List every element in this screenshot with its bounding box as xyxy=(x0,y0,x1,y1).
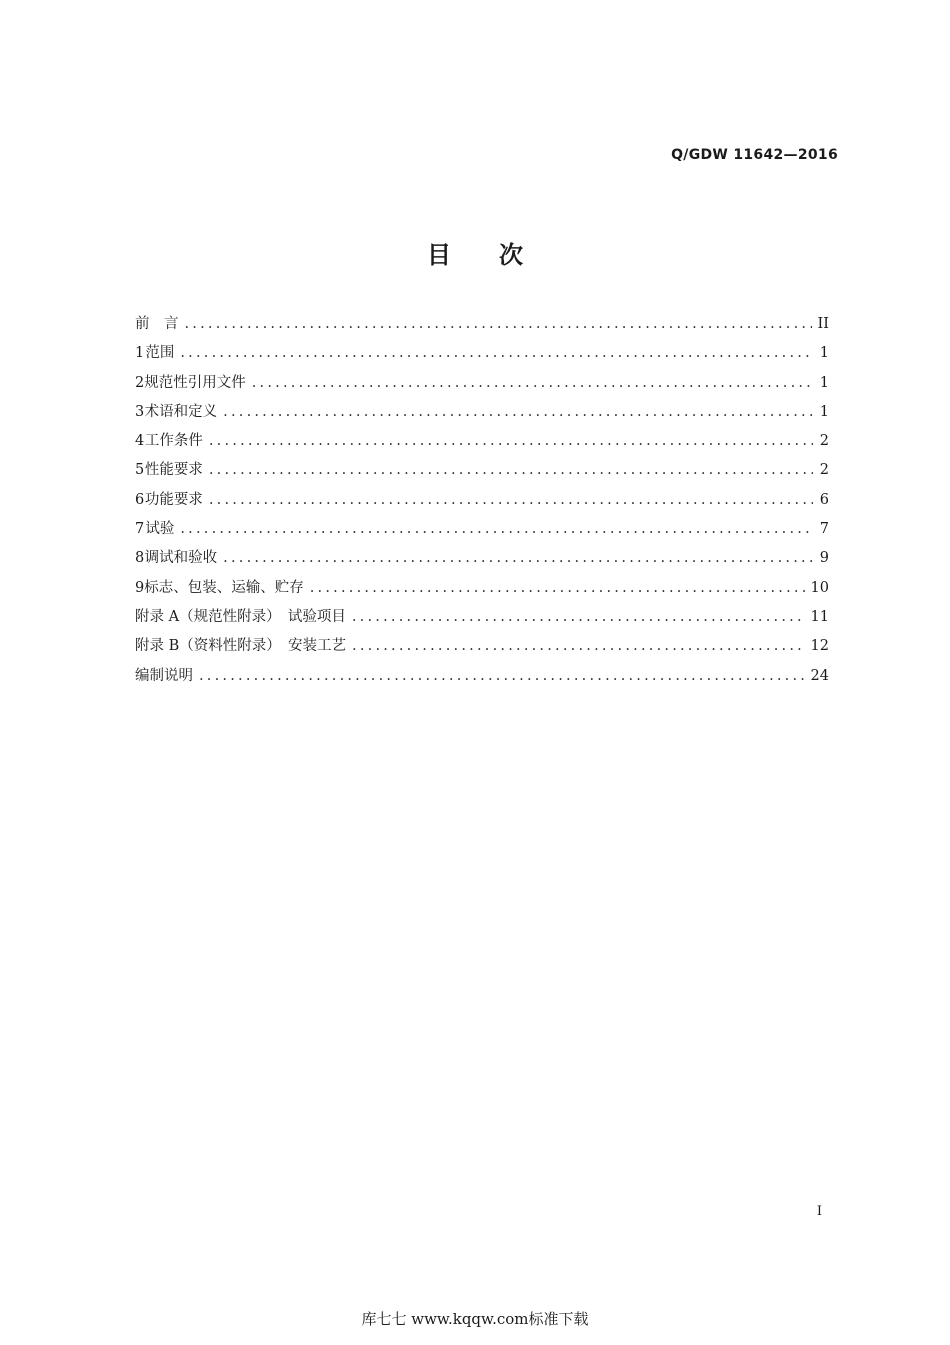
toc-entry-page: 11 xyxy=(810,608,829,625)
toc-entry-label: 试验 xyxy=(145,521,175,538)
toc-entry-number: 1 xyxy=(135,345,145,362)
toc-entry-number: 2 xyxy=(135,374,145,391)
toc-entry-page: 24 xyxy=(810,667,829,684)
toc-leader-dots xyxy=(310,580,805,596)
toc-entry-5[interactable] xyxy=(135,458,829,487)
toc-entry-1[interactable] xyxy=(135,341,829,370)
toc-entry-page: 2 xyxy=(819,433,829,450)
toc-entry-appendix-b[interactable] xyxy=(135,634,829,663)
toc-entry-label: 术语和定义 xyxy=(144,403,218,420)
toc-entry-label: 调试和验收 xyxy=(144,550,218,567)
toc-leader-dots xyxy=(352,638,805,654)
toc-entry-7[interactable] xyxy=(135,517,829,546)
toc-entry-label: 附录 B（资料性附录） 安装工艺 xyxy=(135,638,347,655)
toc-entry-label: 附录 A（规范性附录） 试验项目 xyxy=(135,608,346,625)
toc-leader-dots xyxy=(223,404,813,420)
toc-entry-2[interactable] xyxy=(135,371,829,400)
toc-entry-page: II xyxy=(817,316,829,332)
toc-leader-dots xyxy=(199,668,805,684)
toc-leader-dots xyxy=(209,492,813,508)
toc-entry-3[interactable] xyxy=(135,400,829,429)
toc-leader-dots xyxy=(180,521,813,537)
toc-entry-foreword[interactable] xyxy=(135,312,829,341)
toc-entry-number: 8 xyxy=(135,550,145,567)
footer-watermark: 库七七 www.kqqw.com标准下载 xyxy=(361,1310,589,1328)
toc-entry-page: 7 xyxy=(819,521,829,538)
toc-entry-page: 2 xyxy=(819,462,829,479)
toc-title-char-1: 目 xyxy=(427,241,451,269)
toc-entry-label: 编制说明 xyxy=(135,667,193,684)
toc-entry-8[interactable] xyxy=(135,546,829,575)
toc-list xyxy=(135,312,829,693)
toc-entry-page: 12 xyxy=(810,638,829,655)
toc-title-char-2: 次 xyxy=(499,241,523,269)
toc-entry-label: 标志、包装、运输、贮存 xyxy=(144,579,304,596)
toc-entry-6[interactable] xyxy=(135,488,829,517)
toc-entry-number: 3 xyxy=(135,403,145,420)
toc-entry-page: 6 xyxy=(819,491,829,508)
toc-entry-9[interactable] xyxy=(135,576,829,605)
toc-entry-number: 9 xyxy=(135,579,145,596)
document-code: Q/GDW 11642—2016 xyxy=(671,147,838,163)
toc-entry-page: 1 xyxy=(819,345,829,362)
toc-leader-dots xyxy=(352,609,805,625)
toc-entry-label: 性能要求 xyxy=(144,462,203,479)
toc-entry-number: 6 xyxy=(135,491,145,508)
toc-leader-dots xyxy=(185,316,812,332)
toc-entry-page: 1 xyxy=(819,403,829,420)
toc-leader-dots xyxy=(209,462,813,478)
toc-entry-page: 10 xyxy=(810,579,829,596)
toc-leader-dots xyxy=(209,433,813,449)
toc-entry-label: 前 言 xyxy=(135,316,179,332)
toc-entry-explanation[interactable] xyxy=(135,664,829,693)
toc-entry-appendix-a[interactable] xyxy=(135,605,829,634)
toc-entry-page: 1 xyxy=(819,374,829,391)
toc-entry-label: 功能要求 xyxy=(144,491,203,508)
toc-entry-label: 工作条件 xyxy=(144,433,203,450)
toc-entry-label: 规范性引用文件 xyxy=(144,374,246,391)
toc-leader-dots xyxy=(180,345,813,361)
toc-entry-page: 9 xyxy=(819,550,829,567)
page-number: I xyxy=(816,1204,822,1219)
toc-entry-number: 5 xyxy=(135,462,145,479)
toc-leader-dots xyxy=(252,375,813,391)
toc-entry-number: 4 xyxy=(135,433,145,450)
toc-entry-4[interactable] xyxy=(135,429,829,458)
toc-entry-label: 范围 xyxy=(145,345,175,362)
toc-leader-dots xyxy=(223,550,813,566)
toc-title xyxy=(0,235,950,270)
toc-entry-number: 7 xyxy=(135,521,145,538)
